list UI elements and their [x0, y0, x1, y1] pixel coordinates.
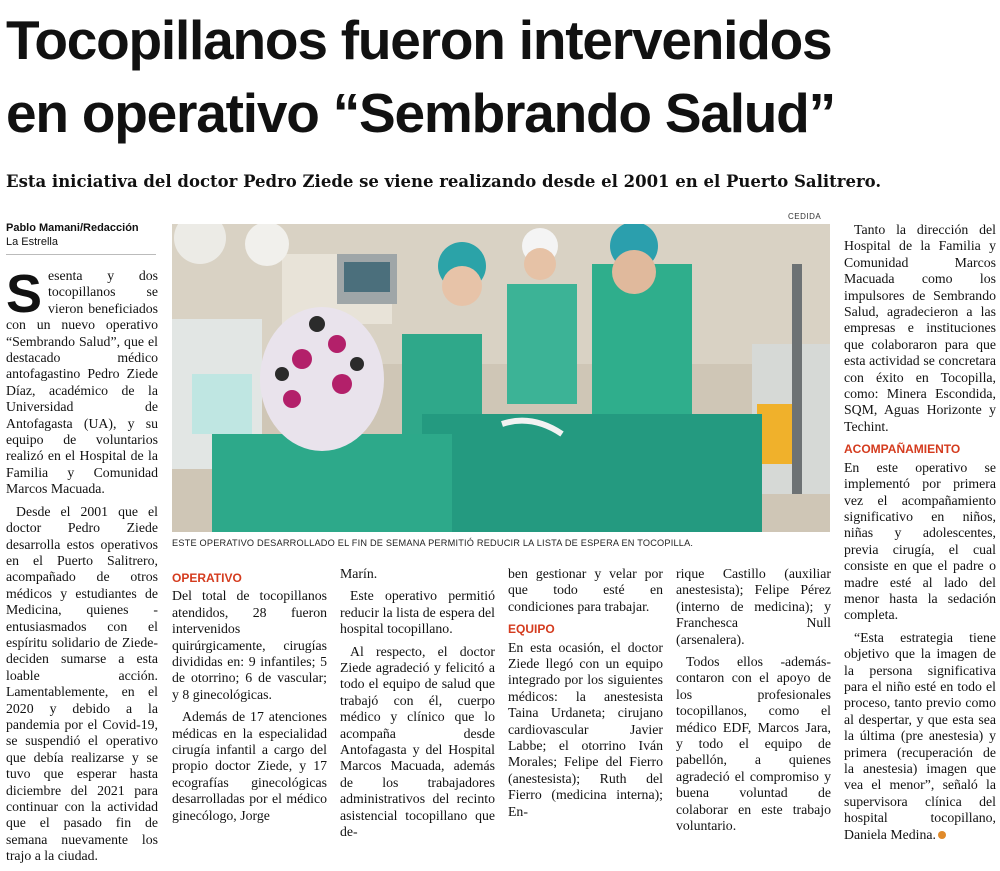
- photo-credit: CEDIDA: [788, 212, 822, 221]
- paragraph: ben gestionar y velar por que todo esté en condiciones para trabajar.: [508, 566, 663, 614]
- photo-caption: ESTE OPERATIVO DESARROLLADO EL FIN DE SEMANA PERMITIÓ REDUCIR LA LISTA DE ESPERA EN TOCOPILLA.: [172, 538, 694, 548]
- paragraph: Marín.: [340, 566, 378, 581]
- paragraph: En esta ocasión, el doctor Ziede llegó con un equipo integrado por los siguientes médicos: la anestesista Taina Urdaneta; cirujano cardiovascular Javier Labbe; el otorrino Iván Morales; Felipe del Fierro (anestesista); Ruth del Fierro (medicina interna); En-: [508, 639, 663, 819]
- article-column-2: [172, 566, 327, 830]
- drop-cap: S: [6, 264, 43, 324]
- byline-author: Pablo Mamani/Redacción: [6, 222, 139, 234]
- paragraph: Al respecto, el doctor Ziede agradeció y felicitó a todo el equipo de salud que trabajó con él, cuerpo médico y clínico que lo acompaña desde Antofagasta y del Hospital Marcos Macuada, además de los trabajadores administrativos del recinto asistencial tocopillano que de-: [340, 643, 495, 840]
- paragraph: Tanto la dirección del Hospital de la Familia y Comunidad Marcos Macuada como los impulsores de Sembrando Salud, agradecieron a las empresas e instituciones que colaboraron para que esta actividad se concretara con éxito en Tocopilla, como: Minera Escondida, SQM, Aguas Horizonte y Techint.: [844, 222, 996, 434]
- closing-quote-text: “Esta estrategia tiene objetivo que la imagen de la persona significativa para el niño esté en todo el proceso, tanto previo como al despertar, y que esta sea la última (pre anestesia) y primera (recuperación de la anestesia) imagen que vea el menor”, señaló la supervisora clínica del hospital tocopillano, Daniela Medina.: [844, 629, 996, 842]
- paragraph: Este operativo permitió reducir la lista de espera del hospital tocopillano.: [340, 588, 495, 637]
- lead-paragraph: [6, 264, 158, 498]
- deck-subtitle: Esta iniciativa del doctor Pedro Ziede se viene realizando desde el 2001 en el Puerto Salitrero.: [6, 172, 882, 191]
- paragraph: Además de 17 atenciones médicas en la especialidad cirugía infantil a cargo del propio doctor Ziede, y 17 ecografías ginecológicas desarrolladas por el médico ginecólogo, Jorge: [172, 709, 327, 823]
- byline-publication: La Estrella: [6, 236, 58, 248]
- surgery-photo: [172, 224, 830, 532]
- article-column-5: [676, 566, 831, 841]
- section-heading-operativo: OPERATIVO: [172, 571, 242, 585]
- article-column-4: [508, 566, 663, 826]
- article-column-6: [844, 222, 996, 849]
- paragraph: rique Castillo (auxiliar anestesista); Felipe Pérez (interno de medicina); y Franchesca Null (arsenalera).: [676, 566, 831, 647]
- headline-line-1: Tocopillanos fueron intervenidos: [6, 9, 832, 71]
- section-heading-acompanamiento: ACOMPAÑAMIENTO: [844, 442, 961, 457]
- article-column-3: [340, 566, 495, 847]
- section-heading-equipo: EQUIPO: [508, 622, 555, 637]
- paragraph: Del total de tocopillanos atendidos, 28 fueron intervenidos quirúrgicamente, cirugías divididas en: 9 infantiles; 5 de otorrino; 6 de vascular; y 8 ginecológicas.: [172, 588, 327, 702]
- paragraph: [844, 630, 996, 843]
- paragraph: Desde el 2001 que el doctor Pedro Ziede desarrolla estos operativos en el Puerto Salitrero, acompañado de otros médicos y estudiantes de Medicina, quienes -entusiasmados con el espíritu solidario de Ziede- deciden sumarse a esta loable acción. Lamentablemente, en el 2020 y debido a la pandemia por el Covid-19, se suspendió el operativo que debía realizarse y se tuvo que esperar hasta diciembre del 2021 para continuar con la actividad que el pasado fin de semana nuevamente los trajo a la ciudad.: [6, 503, 158, 864]
- paragraph: En este operativo se implementó por primera vez el acompañamiento significativo en niños, niñas y adolescentes, previa cirugía, el cual consiste en que el padre o madre esté al lado del menor hasta la sedación completa.: [844, 459, 996, 623]
- byline: [6, 221, 139, 249]
- article-column-1: [6, 264, 158, 871]
- headline-line-2: en operativo “Sembrando Salud”: [6, 82, 835, 144]
- lead-text: esenta y dos tocopillanos se vieron beneficiados con un nuevo operativo “Sembrando Salud”, que el destacado médico antofagastino Pedro Ziede Díaz, académico de la Universidad de Antofagasta (UA), y su equipo de voluntarios realizó en el Hospital de la Familia y Comunidad Marcos Macuada.: [6, 268, 158, 497]
- end-mark-icon: [938, 831, 946, 839]
- surgery-photo-illustration: [172, 224, 830, 532]
- byline-divider: [6, 254, 156, 255]
- paragraph: Todos ellos -además- contaron con el apoyo de los profesionales tocopillanos, como el médico EDF, Marcos Jara, y todo el equipo de pabellón, a quienes agradeció el compromiso y buena voluntad de colaborar en este trabajo voluntario.: [676, 654, 831, 834]
